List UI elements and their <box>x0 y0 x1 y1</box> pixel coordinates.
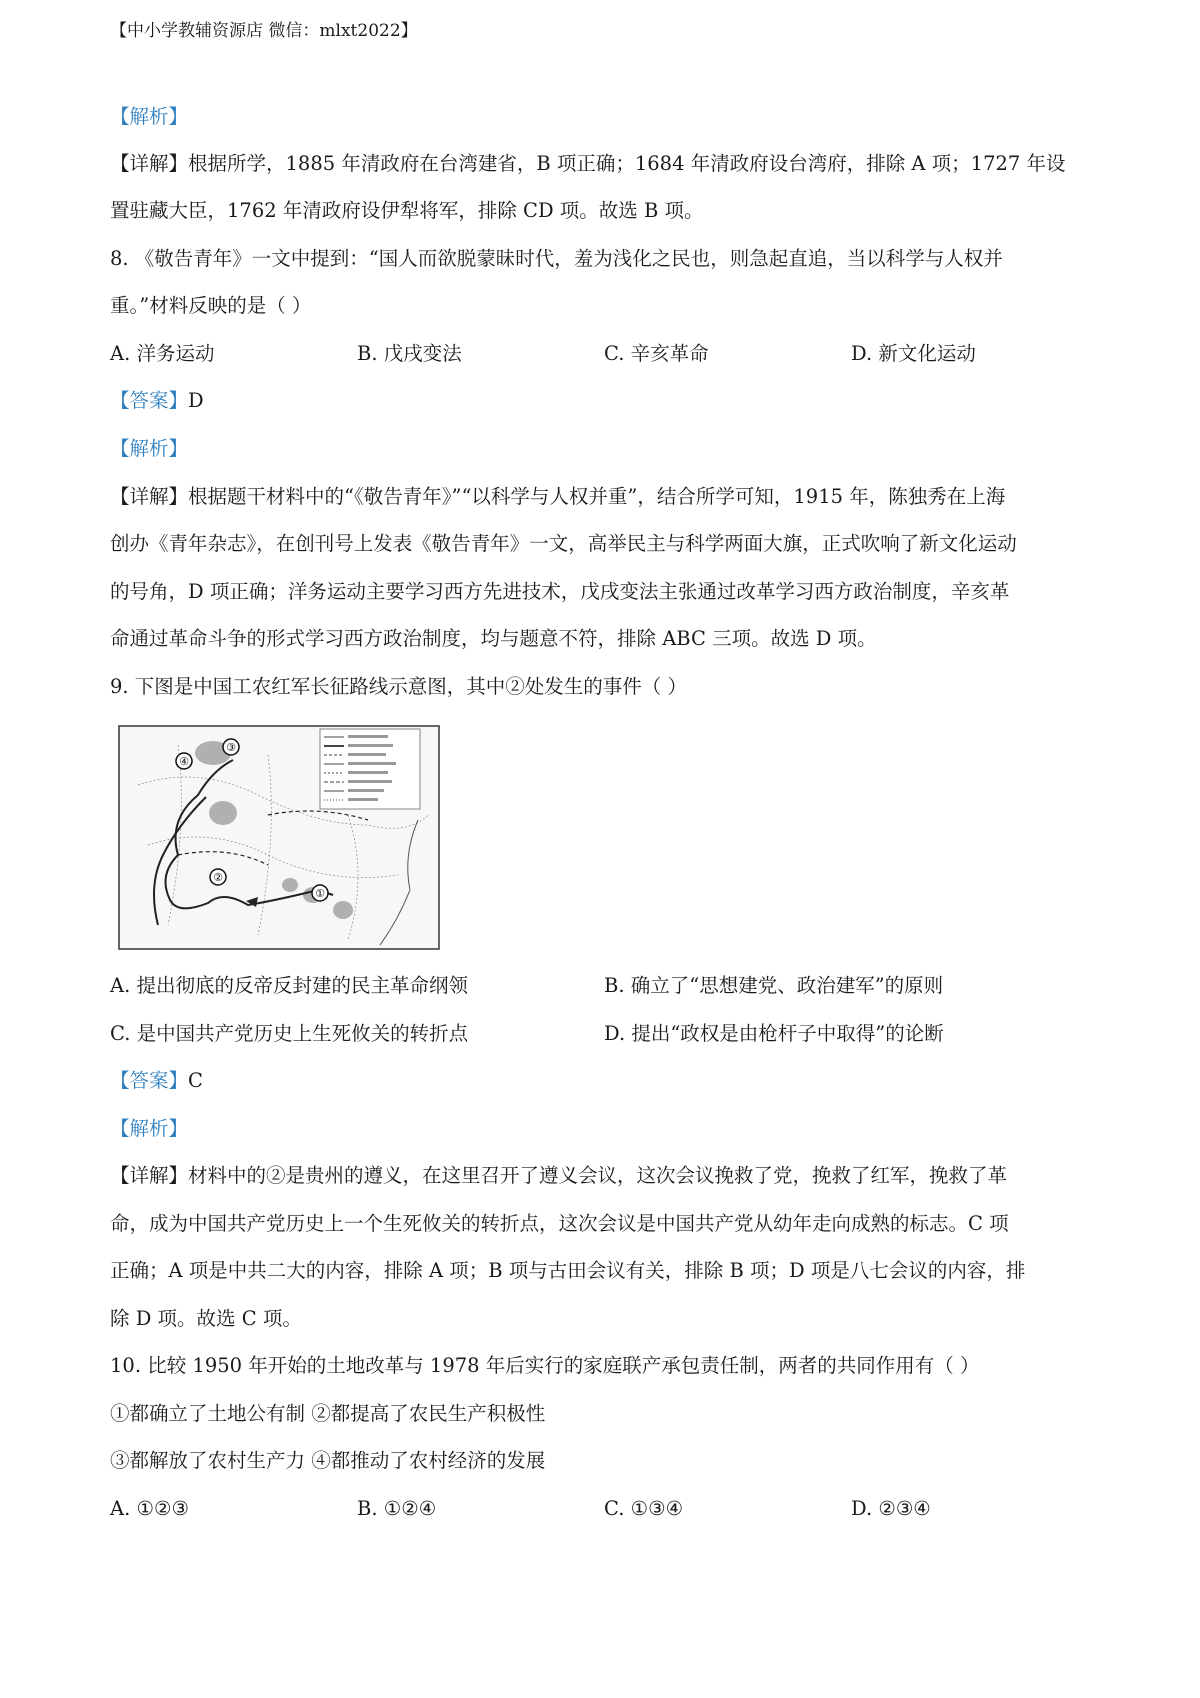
detail-paragraph-line: 命，成为中国共产党历史上一个生死攸关的转折点，这次会议是中国共产党从幼年走向成熟的标志。C 项 <box>110 1212 1009 1235</box>
analysis-label: 【解析】 <box>110 105 189 128</box>
answer-line: 【答案】D <box>110 389 204 412</box>
detail-paragraph-line: 置驻藏大臣，1762 年清政府设伊犁将军，排除 CD 项。故选 B 项。 <box>110 199 704 222</box>
option-b: B. 戊戌变法 <box>357 342 462 365</box>
question-10-statements: ①都确立了土地公有制 ②都提高了农民生产积极性 <box>110 1402 546 1425</box>
option-a: A. 洋务运动 <box>110 342 215 365</box>
option-d: D. 提出“政权是由枪杆子中取得”的论断 <box>604 1022 944 1045</box>
analysis-label: 【解析】 <box>110 1117 189 1140</box>
question-8-stem: 8. 《敬告青年》一文中提到：“国人而欲脱蒙昧时代，羞为浅化之民也，则急起直追，当以科学与人权并 <box>110 247 1003 270</box>
option-b: B. 确立了“思想建党、政治建军”的原则 <box>604 974 944 997</box>
analysis-label: 【解析】 <box>110 437 189 460</box>
detail-paragraph-line: 的号角，D 项正确；洋务运动主要学习西方先进技术，戊戌变法主张通过改革学习西方政治制度，辛亥革 <box>110 580 1010 603</box>
map-marker-3-label: ③ <box>226 741 236 754</box>
detail-paragraph-line: 【详解】根据所学，1885 年清政府在台湾建省，B 项正确；1684 年清政府设台湾府，排除 A 项；1727 年设 <box>110 152 1066 175</box>
detail-paragraph-line: 创办《青年杂志》，在创刊号上发表《敬告青年》一文，高举民主与科学两面大旗，正式吹响了新文化运动 <box>110 532 1017 555</box>
option-c: C. 是中国共产党历史上生死攸关的转折点 <box>110 1022 469 1045</box>
detail-paragraph-line: 【详解】根据题干材料中的“《敬告青年》”“以科学与人权并重”，结合所学可知，1915 年，陈独秀在上海 <box>110 485 1006 508</box>
option-d: D. 新文化运动 <box>851 342 976 365</box>
option-c: C. 辛亥革命 <box>604 342 709 365</box>
map-marker-2-label: ② <box>213 871 223 884</box>
question-9-stem: 9. 下图是中国工农红军长征路线示意图，其中②处发生的事件（ ） <box>110 675 688 698</box>
map-marker-1-label: ① <box>315 887 325 900</box>
map-legend <box>320 729 420 809</box>
question-8-stem: 重。”材料反映的是（ ） <box>110 294 312 317</box>
question-10-statements: ③都解放了农村生产力 ④都推动了农村经济的发展 <box>110 1449 546 1472</box>
map-marker-4-label: ④ <box>179 755 189 768</box>
option-a: A. ①②③ <box>110 1497 189 1520</box>
option-d: D. ②③④ <box>851 1497 931 1520</box>
option-b: B. ①②④ <box>357 1497 437 1520</box>
long-march-route-map <box>118 725 440 950</box>
option-a: A. 提出彻底的反帝反封建的民主革命纲领 <box>110 974 468 997</box>
detail-paragraph-line: 除 D 项。故选 C 项。 <box>110 1307 302 1330</box>
detail-paragraph-line: 正确；A 项是中共二大的内容，排除 A 项；B 项与古田会议有关，排除 B 项；D 项是八七会议的内容，排 <box>110 1259 1026 1282</box>
answer-line: 【答案】C <box>110 1069 203 1092</box>
detail-paragraph-line: 命通过革命斗争的形式学习西方政治制度，均与题意不符，排除 ABC 三项。故选 D 项。 <box>110 627 877 650</box>
question-10-stem: 10. 比较 1950 年开始的土地改革与 1978 年后实行的家庭联产承包责任制，两者的共同作用有（ ） <box>110 1354 980 1377</box>
header-watermark: 【中小学教辅资源店 微信：mlxt2022】 <box>110 21 418 41</box>
option-c: C. ①③④ <box>604 1497 684 1520</box>
detail-paragraph-line: 【详解】材料中的②是贵州的遵义，在这里召开了遵义会议，这次会议挽救了党，挽救了红军，挽救了革 <box>110 1164 1008 1187</box>
